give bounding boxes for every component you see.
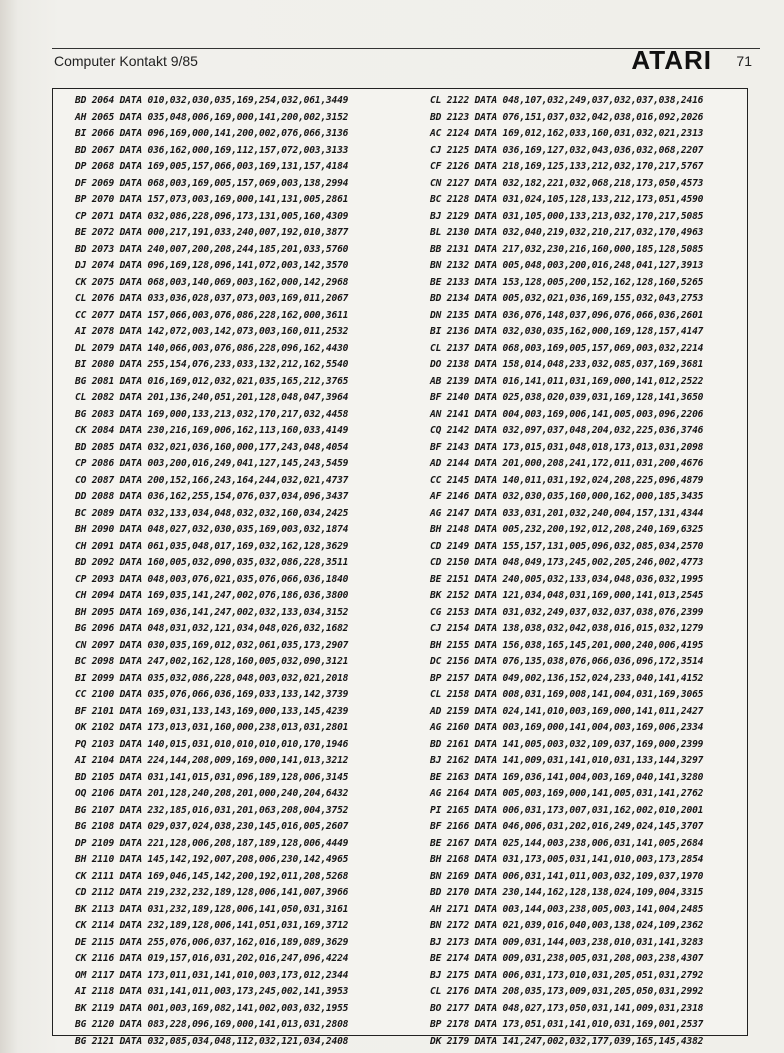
listing-line: CD 2112 DATA 219,232,232,189,128,006,141,007,3966 <box>75 887 349 898</box>
listing-line: CG 2153 DATA 031,032,249,037,032,037,038,076,2399 <box>430 606 704 618</box>
listing-line: BO 2177 DATA 048,027,173,050,031,141,009,031,2318 <box>430 1002 704 1014</box>
listing-line: BD 2085 DATA 032,021,036,160,000,177,243,048,4054 <box>75 441 349 453</box>
listing-line: BN 2169 DATA 006,031,141,011,003,032,109,037,1970 <box>430 870 704 882</box>
listing-line: BJ 2175 DATA 006,031,173,010,031,205,051,031,2792 <box>430 969 704 981</box>
listing-line: BC 2098 DATA 247,002,162,128,160,005,032,090,3121 <box>75 656 349 667</box>
listing-line: BH 2090 DATA 048,027,032,030,035,169,003,032,1874 <box>75 524 349 535</box>
listing-line: DK 2179 DATA 141,247,002,032,177,039,165,145,4382 <box>430 1035 704 1047</box>
listing-line: DF 2069 DATA 068,003,169,005,157,069,003,138,2994 <box>75 177 349 189</box>
listing-line: CH 2091 DATA 061,035,048,017,169,032,162,128,3629 <box>75 540 349 552</box>
listing-line: DP 2109 DATA 221,128,006,208,187,189,128,006,4449 <box>75 837 349 849</box>
listing-line: BE 2151 DATA 240,005,032,133,034,048,036,032,1995 <box>430 573 704 585</box>
listing-line: CK 2111 DATA 169,046,145,142,200,192,011,208,5268 <box>75 870 349 882</box>
listing-line: OM 2117 DATA 173,011,031,141,010,003,173,012,2344 <box>75 969 349 981</box>
listing-line: CN 2127 DATA 032,182,221,032,068,218,173,050,4573 <box>430 177 704 189</box>
listing-line: CL 2137 DATA 068,003,169,005,157,069,003,032,2214 <box>430 342 704 354</box>
listing-line: CO 2087 DATA 200,152,166,243,164,244,032,021,4737 <box>75 474 349 486</box>
listing-line: BG 2121 DATA 032,085,034,048,112,032,121,034,2408 <box>75 1035 349 1047</box>
listing-line: DJ 2074 DATA 096,169,128,096,141,072,003,142,3570 <box>75 260 349 271</box>
listing-line: DO 2138 DATA 158,014,048,233,032,085,037,169,3681 <box>430 359 704 370</box>
listing-line: AF 2146 DATA 032,030,035,160,000,162,000,185,3435 <box>430 491 704 502</box>
listing-line: CL 2176 DATA 208,035,173,009,031,205,050,031,2992 <box>430 986 704 997</box>
listing-line: BP 2157 DATA 049,002,136,152,024,233,040,141,4152 <box>430 672 704 684</box>
listing-line: CD 2149 DATA 155,157,131,005,096,032,085,034,2570 <box>430 540 704 552</box>
listing-line: BJ 2173 DATA 009,031,144,003,238,010,031,141,3283 <box>430 936 704 948</box>
brand-title: ATARI <box>631 45 712 75</box>
listing-line: DN 2135 DATA 036,076,148,037,096,076,066,036,2601 <box>430 309 704 321</box>
listing-frame <box>52 88 748 1047</box>
listing-line: AH 2065 DATA 035,048,006,169,000,141,200,002,3152 <box>75 111 349 123</box>
listing-line: AG 2164 DATA 005,003,169,000,141,005,031,141,2762 <box>430 788 704 799</box>
listing-line: BG 2083 DATA 169,000,133,213,032,170,217,032,4458 <box>75 408 349 420</box>
listing-line: BD 2105 DATA 031,141,015,031,096,189,128,006,3145 <box>75 771 349 783</box>
listing-line: BF 2166 DATA 046,006,031,202,016,249,024,145,3707 <box>430 821 704 832</box>
listing-line: AG 2147 DATA 033,031,201,032,240,004,157,131,4344 <box>430 507 704 519</box>
listing-line: CF 2126 DATA 218,169,125,133,212,032,170,217,5767 <box>430 161 704 172</box>
listing-line: CC 2077 DATA 157,066,003,076,086,228,162,000,3611 <box>75 309 349 321</box>
listing-line: CN 2097 DATA 030,035,169,012,032,061,035,173,2907 <box>75 639 349 651</box>
listing-line: BC 2128 DATA 031,024,105,128,133,212,173,051,4590 <box>430 194 704 205</box>
listing-line: CP 2071 DATA 032,086,228,096,173,131,005,160,4309 <box>75 210 349 222</box>
listing-line: BD 2170 DATA 230,144,162,128,138,024,109,004,3315 <box>430 887 704 898</box>
listing-line: BG 2107 DATA 232,185,016,031,201,063,208,004,3752 <box>75 804 349 816</box>
listing-line: DD 2088 DATA 036,162,255,154,076,037,034,096,3437 <box>75 491 349 502</box>
listing-line: BH 2095 DATA 169,036,141,247,002,032,133,034,3152 <box>75 606 349 618</box>
listing-line: OQ 2106 DATA 201,128,240,208,201,000,240,204,6432 <box>75 788 349 799</box>
listing-line: AN 2141 DATA 004,003,169,006,141,005,003,096,2206 <box>430 408 704 420</box>
listing-line: BD 2123 DATA 076,151,037,032,042,038,016,092,2026 <box>430 111 704 123</box>
listing-line: OK 2102 DATA 173,013,031,160,000,238,013,031,2801 <box>75 722 349 733</box>
listing-line: BP 2178 DATA 173,051,031,141,010,031,169,001,2537 <box>430 1019 704 1030</box>
listing-line: BE 2163 DATA 169,036,141,004,003,169,040,141,3280 <box>430 771 704 783</box>
listing-line: BE 2174 DATA 009,031,238,005,031,208,003,238,4307 <box>430 953 704 964</box>
listing-line: DP 2068 DATA 169,005,157,066,003,169,131,157,4184 <box>75 161 349 172</box>
listing-line: CK 2116 DATA 019,157,016,031,202,016,247,096,4224 <box>75 953 349 964</box>
listing-line: CC 2145 DATA 140,011,031,192,024,208,225,096,4879 <box>430 474 704 486</box>
listing-line: BD 2134 DATA 005,032,021,036,169,155,032,043,2753 <box>430 293 704 304</box>
listing-line: BK 2119 DATA 001,003,169,082,141,002,003,032,1955 <box>75 1002 349 1014</box>
listing-line: AI 2104 DATA 224,144,208,009,169,000,141,013,3212 <box>75 755 349 766</box>
listing-line: AB 2139 DATA 016,141,011,031,169,000,141,012,2522 <box>430 375 704 387</box>
listing-line: CL 2076 DATA 033,036,028,037,073,003,169,011,2067 <box>75 293 349 304</box>
listing-line: DL 2079 DATA 140,066,003,076,086,228,096,162,4430 <box>75 342 349 354</box>
listing-line: AH 2171 DATA 003,144,003,238,005,003,141,004,2485 <box>430 903 704 915</box>
listing-line: BK 2152 DATA 121,034,048,031,169,000,141,013,2545 <box>430 590 704 601</box>
listing-line: DC 2156 DATA 076,135,038,076,066,036,096,172,3514 <box>430 656 704 667</box>
listing-line: BF 2140 DATA 025,038,020,039,031,169,128,141,3650 <box>430 392 704 403</box>
listing-line: CK 2075 DATA 068,003,140,069,003,162,000,142,2968 <box>75 276 349 288</box>
listing-line: BP 2070 DATA 157,073,003,169,000,141,131,005,2861 <box>75 194 349 205</box>
listing-line: CP 2086 DATA 003,200,016,249,041,127,145,243,5459 <box>75 458 349 469</box>
listing-line: BF 2143 DATA 173,015,031,048,018,173,013,031,2098 <box>430 441 704 453</box>
listing-line: BN 2172 DATA 021,039,016,040,003,138,024,109,2362 <box>430 920 704 931</box>
listing-line: BI 2080 DATA 255,154,076,233,033,132,212,162,5540 <box>75 359 349 370</box>
listing-line: BB 2131 DATA 217,032,230,216,160,000,185,128,5085 <box>430 243 704 255</box>
listing-line: BH 2148 DATA 005,232,200,192,012,208,240,169,6325 <box>430 524 704 535</box>
listing-line: CL 2122 DATA 048,107,032,249,037,032,037,038,2416 <box>430 95 704 106</box>
listing-line: BL 2130 DATA 032,040,219,032,210,217,032,170,4963 <box>430 227 704 238</box>
listing-line: BH 2168 DATA 031,173,005,031,141,010,003,173,2854 <box>430 854 704 865</box>
listing-line: CP 2093 DATA 048,003,076,021,035,076,066,036,1840 <box>75 573 349 585</box>
listing-line: CJ 2125 DATA 036,169,127,032,043,036,032,068,2207 <box>430 144 704 156</box>
listing-line: BI 2066 DATA 096,169,000,141,200,002,076,066,3136 <box>75 128 349 139</box>
listing-line: BE 2133 DATA 153,128,005,200,152,162,128,160,5265 <box>430 276 704 288</box>
listing-line: BD 2067 DATA 036,162,000,169,112,157,072,003,3133 <box>75 144 349 156</box>
listing-line: CC 2100 DATA 035,076,066,036,169,033,133,142,3739 <box>75 689 349 700</box>
listing-line: CJ 2154 DATA 138,038,032,042,038,016,015,032,1279 <box>430 623 704 634</box>
listing-line: BN 2132 DATA 005,048,003,200,016,248,041,127,3913 <box>430 260 704 271</box>
listing-line: BI 2099 DATA 035,032,086,228,048,003,032,021,2018 <box>75 672 349 684</box>
listing-line: BG 2120 DATA 083,228,096,169,000,141,013,031,2808 <box>75 1019 349 1030</box>
listing-line: AD 2159 DATA 024,141,010,003,169,000,141,011,2427 <box>430 705 704 717</box>
listing-line: CQ 2142 DATA 032,097,037,048,204,032,225,036,3746 <box>430 425 704 436</box>
listing-line: AI 2078 DATA 142,072,003,142,073,003,160,011,2532 <box>75 326 349 337</box>
listing-line: BG 2108 DATA 029,037,024,038,230,145,016,005,2607 <box>75 821 349 832</box>
listing-line: BD 2092 DATA 160,005,032,090,035,032,086,228,3511 <box>75 557 349 568</box>
listing-line: BF 2101 DATA 169,031,133,143,169,000,133,145,4239 <box>75 705 349 717</box>
listing-line: CL 2082 DATA 201,136,240,051,201,128,048,047,3964 <box>75 392 349 403</box>
publication-title: Computer Kontakt 9/85 <box>54 53 198 69</box>
listing-line: AD 2144 DATA 201,000,208,241,172,011,031,200,4676 <box>430 458 704 469</box>
listing-line: BC 2089 DATA 032,133,034,048,032,032,160,034,2425 <box>75 507 349 519</box>
listing-line: AG 2160 DATA 003,169,000,141,004,003,169,006,2334 <box>430 722 704 733</box>
listing-line: BJ 2129 DATA 031,105,000,133,213,032,170,217,5085 <box>430 210 704 222</box>
listing-line: AI 2118 DATA 031,141,011,003,173,245,002,141,3953 <box>75 986 349 997</box>
page-number: 71 <box>736 53 752 69</box>
listing-line: BG 2081 DATA 016,169,012,032,021,035,165,212,3765 <box>75 375 349 387</box>
listing-line: BD 2161 DATA 141,005,003,032,109,037,169,000,2399 <box>430 738 704 750</box>
listing-line: BK 2113 DATA 031,232,189,128,006,141,050,031,3161 <box>75 903 349 915</box>
listing-line: BD 2073 DATA 240,007,200,208,244,185,201,033,5760 <box>75 243 349 255</box>
listing-column-left <box>75 93 348 1050</box>
listing-line: BD 2064 DATA 010,032,030,035,169,254,032,061,3449 <box>75 95 349 106</box>
listing-line: PQ 2103 DATA 140,015,031,010,010,010,010,170,1946 <box>75 738 349 750</box>
listing-column-right <box>430 93 703 1050</box>
listing-line: BI 2136 DATA 032,030,035,162,000,169,128,157,4147 <box>430 326 704 337</box>
listing-line: PI 2165 DATA 006,031,173,007,031,162,002,010,2001 <box>430 804 704 816</box>
listing-line: DE 2115 DATA 255,076,006,037,162,016,189,089,3629 <box>75 936 349 948</box>
listing-line: AC 2124 DATA 169,012,162,033,160,031,032,021,2313 <box>430 128 704 139</box>
listing-line: CK 2114 DATA 232,189,128,006,141,051,031,169,3712 <box>75 920 349 931</box>
listing-line: BH 2110 DATA 145,142,192,007,208,006,230,142,4965 <box>75 854 349 865</box>
listing-line: CD 2150 DATA 048,049,173,245,002,205,246,002,4773 <box>430 557 704 568</box>
listing-line: BJ 2162 DATA 141,009,031,141,010,031,133,144,3297 <box>430 755 704 766</box>
listing-line: CL 2158 DATA 008,031,169,008,141,004,031,169,3065 <box>430 689 704 700</box>
listing-line: BH 2155 DATA 156,038,165,145,201,000,240,006,4195 <box>430 639 704 651</box>
page-header <box>52 45 760 79</box>
listing-line: BG 2096 DATA 048,031,032,121,034,048,026,032,1682 <box>75 623 349 634</box>
listing-line: CK 2084 DATA 230,216,169,006,162,113,160,033,4149 <box>75 425 349 436</box>
listing-line: CH 2094 DATA 169,035,141,247,002,076,186,036,3800 <box>75 590 349 601</box>
listing-line: BE 2167 DATA 025,144,003,238,006,031,141,005,2684 <box>430 837 704 849</box>
listing-line: BE 2072 DATA 000,217,191,033,240,007,192,010,3877 <box>75 227 349 238</box>
